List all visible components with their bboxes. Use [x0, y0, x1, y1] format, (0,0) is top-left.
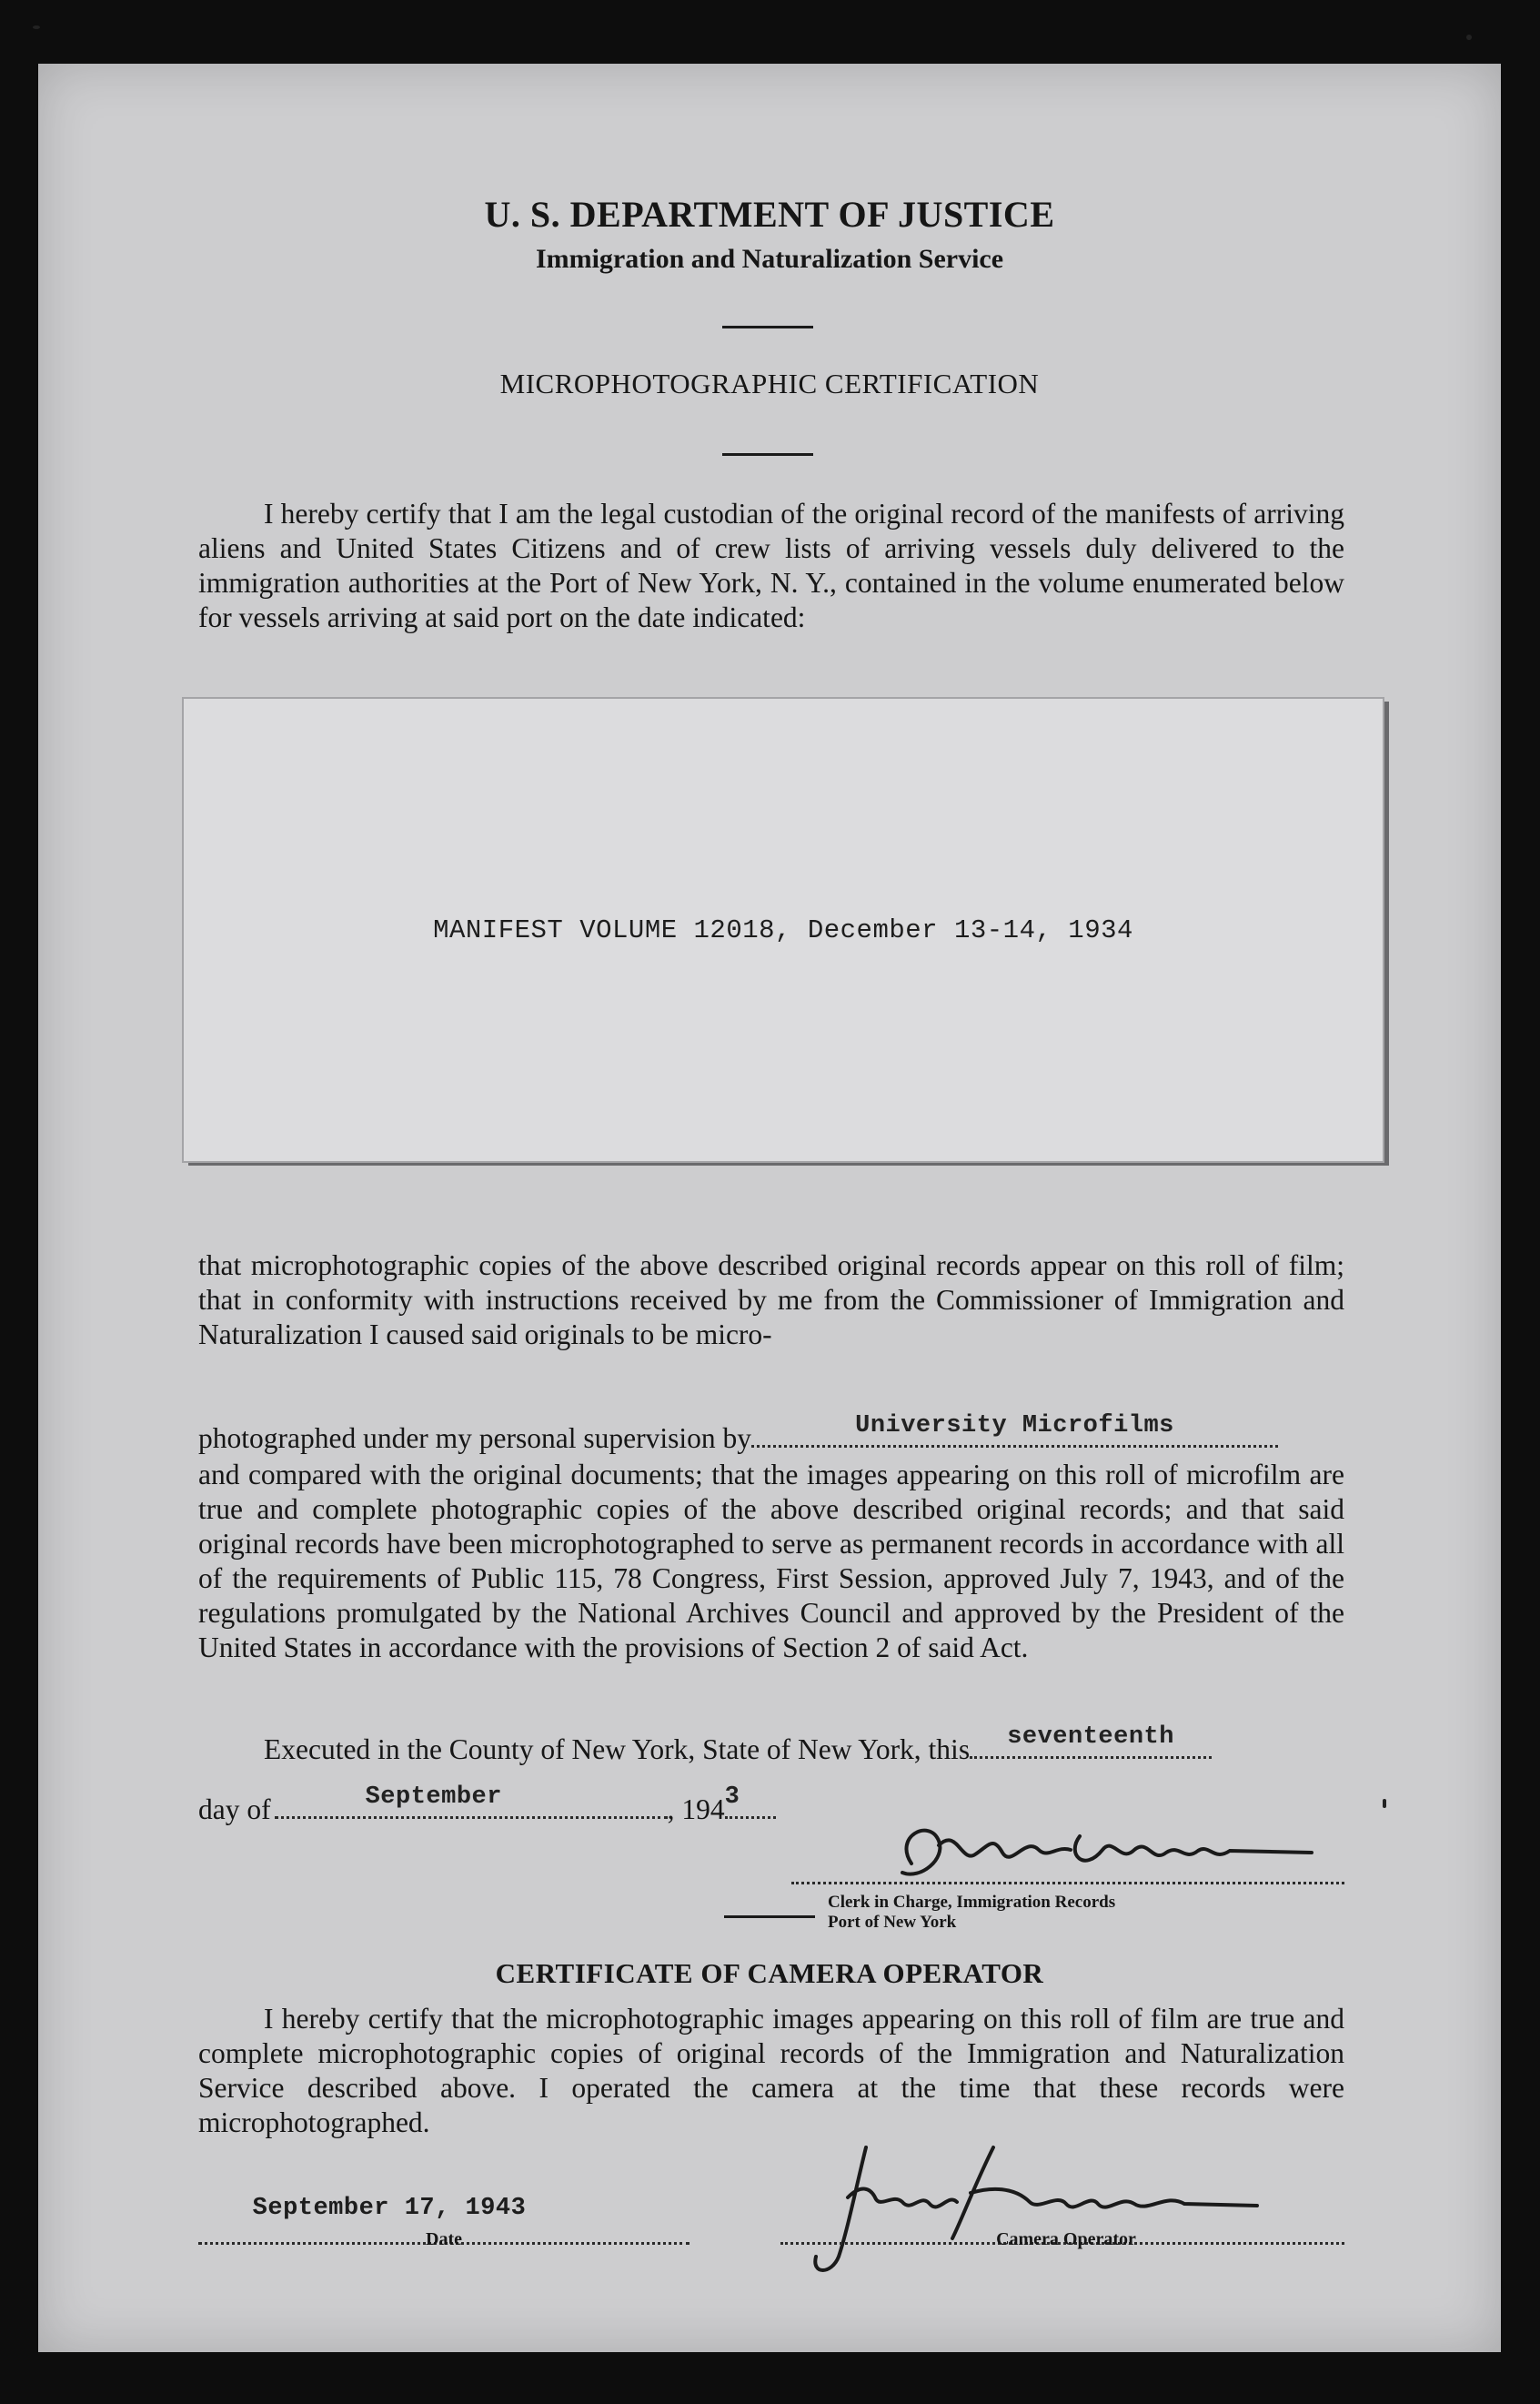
divider-rule	[724, 1915, 815, 1918]
day-of-label: day of	[198, 1793, 271, 1825]
month-value: September	[365, 1783, 502, 1811]
executed-day: seventeenth	[1007, 1723, 1174, 1751]
operator-certificate-title: CERTIFICATE OF CAMERA OPERATOR	[495, 1957, 1044, 1989]
compliance-statement: and compared with the original documents; that the images appearing on this roll of microfilm are true and complete photographic copies of the above described original records; and that said original records have been microphotographed to serve as permanent records in accordance with all of the requirements of Public 115, 78 Congress, First Session, approved July 7, 1943, and of the regulations promulgated by the National Archives Council and approved by the President of the United States in accordance with the provisions of Section 2 of said Act.	[198, 1459, 1344, 1663]
clerk-signature-line	[791, 1882, 1344, 1884]
scan-mark	[1466, 35, 1472, 40]
supervision-line	[198, 1412, 1344, 1456]
divider-rule	[722, 453, 813, 456]
year-digit: 3	[724, 1783, 740, 1811]
year-prefix: , 194	[667, 1793, 725, 1825]
operator-statement: I hereby certify that the microphotographic images appearing on this roll of film are true and complete microphotographic copies of original records of the Immigration and Naturalization Service described above. I operated the camera at the time that these records were microphotographed.	[198, 2003, 1344, 2138]
clerk-title: Clerk in Charge, Immigration Records	[828, 1893, 1116, 1912]
copies-statement: that microphotographic copies of the above described original records appear on this roll of film; that in conformity with instructions received by me from the Commissioner of Immigration and Naturalization I caused said originals to be micro-	[198, 1249, 1344, 1350]
executed-day-fill-line	[970, 1723, 1212, 1759]
operator-date: September 17, 1943	[252, 2195, 527, 2222]
camera-operator-caption: Camera Operator	[996, 2229, 1136, 2249]
certification-title: MICROPHOTOGRAPHIC CERTIFICATION	[499, 368, 1040, 399]
clerk-port: Port of New York	[828, 1913, 957, 1932]
scan-mark	[1383, 1799, 1386, 1808]
clerk-caption	[828, 1893, 1115, 1933]
service-subtitle: Immigration and Naturalization Service	[535, 244, 1004, 274]
manifest-volume-label: MANIFEST VOLUME 12018, December 13-14, 1934	[433, 914, 1133, 945]
certificate-sheet	[38, 64, 1501, 2352]
custodian-statement: I hereby certify that I am the legal custodian of the original record of the manifests of arriving aliens and United States Citizens and of crew lists of arriving vessels duly delivered to the immigration authorities at the Port of New York, N. Y., contained in the volume enumerated below for vessels arriving at said port on the date indicated:	[198, 498, 1344, 633]
divider-rule	[722, 326, 813, 328]
scan-mark	[33, 25, 40, 29]
supervision-fill-line	[751, 1412, 1278, 1448]
microfilm-company: University Microfilms	[855, 1412, 1174, 1439]
operator-signature	[784, 2129, 1293, 2288]
executed-line	[264, 1723, 1344, 1767]
month-fill-line	[275, 1783, 668, 1819]
supervision-prefix: photographed under my personal supervision by	[198, 1422, 752, 1454]
executed-prefix: Executed in the County of New York, State of New York, this	[264, 1733, 971, 1765]
record-label-card	[182, 697, 1384, 1163]
department-title: U. S. DEPARTMENT OF JUSTICE	[484, 194, 1055, 235]
date-caption: Date	[426, 2229, 462, 2249]
year-fill-line	[724, 1783, 776, 1819]
